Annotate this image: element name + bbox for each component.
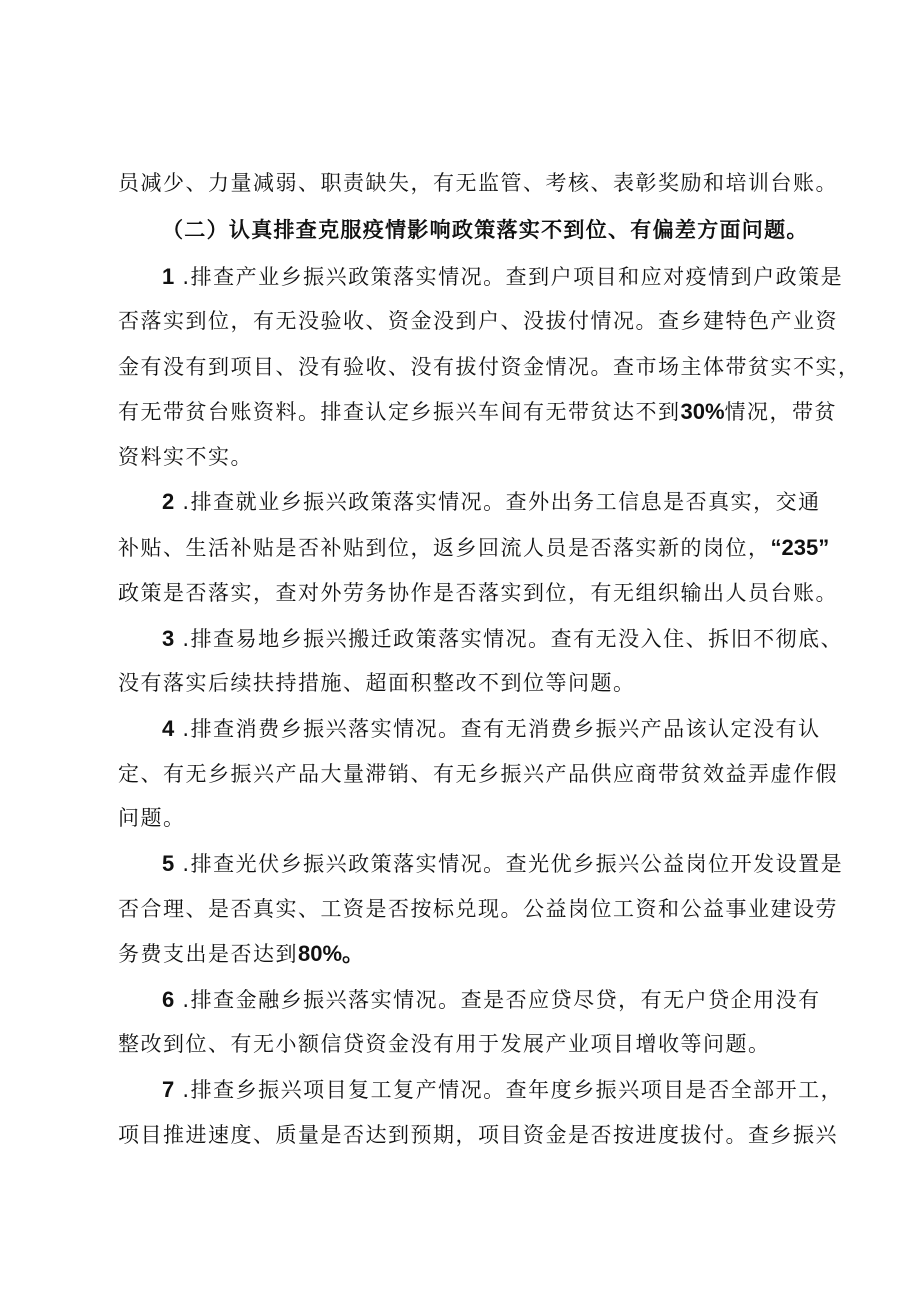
item-3-line-1 xyxy=(162,619,844,659)
item-1-line-5: 资料实不实。 xyxy=(118,445,253,469)
item-number: 7 xyxy=(162,1077,175,1102)
item-1-line-2: 否落实到位，有无没验收、资金没到户、没拔付情况。查乡建特色产业资 xyxy=(118,309,838,333)
item-2-line-1 xyxy=(162,482,824,522)
item-text: 补贴、生活补贴是否补贴到位，返乡回流人员是否落实新的岗位， xyxy=(118,536,771,560)
item-7-line-2: 项目推进速度、质量是否达到预期，项目资金是否按进度拔付。查乡振兴 xyxy=(118,1123,838,1147)
policy-code: “235” xyxy=(770,535,830,560)
item-number: 3 xyxy=(162,626,175,651)
item-1-line-1 xyxy=(162,257,844,297)
item-6-line-1 xyxy=(162,980,824,1020)
item-5-line-1 xyxy=(162,844,844,884)
item-5-line-3 xyxy=(118,934,824,974)
item-4-line-1 xyxy=(162,709,824,749)
item-4-line-2: 定、有无乡振兴产品大量滞销、有无乡振兴产品供应商带贫效益弄虚作假 xyxy=(118,762,838,786)
item-number: 2 xyxy=(162,489,175,514)
item-text: .排查易地乡振兴搬迁政策落实情况。查有无没入住、拆旧不彻底、 xyxy=(174,627,844,651)
item-7-line-1 xyxy=(162,1070,844,1110)
item-number: 5 xyxy=(162,851,175,876)
item-5-line-2: 否合理、是否真实、工资是否按标兑现。公益岗位工资和公益事业建设劳 xyxy=(118,897,838,921)
opening-line: 员减少、力量减弱、职责缺失，有无监管、考核、表彰奖励和培训台账。 xyxy=(118,171,838,195)
item-number: 1 xyxy=(162,264,175,289)
item-text: .排查产业乡振兴政策落实情况。查到户项目和应对疫情到户政策是 xyxy=(174,265,844,289)
percentage-value: 30% xyxy=(680,399,725,424)
item-1-line-3: 金有没有到项目、没有验收、没有拔付资金情况。查市场主体带贫实不实， xyxy=(118,355,861,379)
percentage-value: 80%。 xyxy=(298,941,365,966)
item-text: 务费支出是否达到 xyxy=(118,942,298,966)
item-text: .排查金融乡振兴落实情况。查是否应贷尽贷，有无户贷企用没有 xyxy=(174,988,821,1012)
item-number: 6 xyxy=(162,987,175,1012)
item-text: 情况，带贫 xyxy=(724,400,838,424)
item-6-line-2: 整改到位、有无小额信贷资金没有用于发展产业项目增收等问题。 xyxy=(118,1032,771,1056)
item-1-line-4 xyxy=(118,392,838,432)
item-4-line-3: 问题。 xyxy=(118,806,186,830)
item-text: .排查消费乡振兴落实情况。查有无消费乡振兴产品该认定没有认 xyxy=(174,717,821,741)
item-2-line-2 xyxy=(118,528,830,568)
item-text: .排查就业乡振兴政策落实情况。查外出务工信息是否真实，交通 xyxy=(174,490,821,514)
item-text: .排查乡振兴项目复工复产情况。查年度乡振兴项目是否全部开工， xyxy=(174,1078,844,1102)
item-number: 4 xyxy=(162,716,175,741)
item-3-line-2: 没有落实后续扶持措施、超面积整改不到位等问题。 xyxy=(118,671,636,695)
item-text: 有无带贫台账资料。排查认定乡振兴车间有无带贫达不到 xyxy=(118,400,681,424)
section-heading: （二）认真排查克服疫情影响政策落实不到位、有偏差方面问题。 xyxy=(162,218,809,242)
item-2-line-3: 政策是否落实，查对外劳务协作是否落实到位，有无组织输出人员台账。 xyxy=(118,581,838,605)
item-text: .排查光伏乡振兴政策落实情况。查光优乡振兴公益岗位开发设置是 xyxy=(174,852,844,876)
